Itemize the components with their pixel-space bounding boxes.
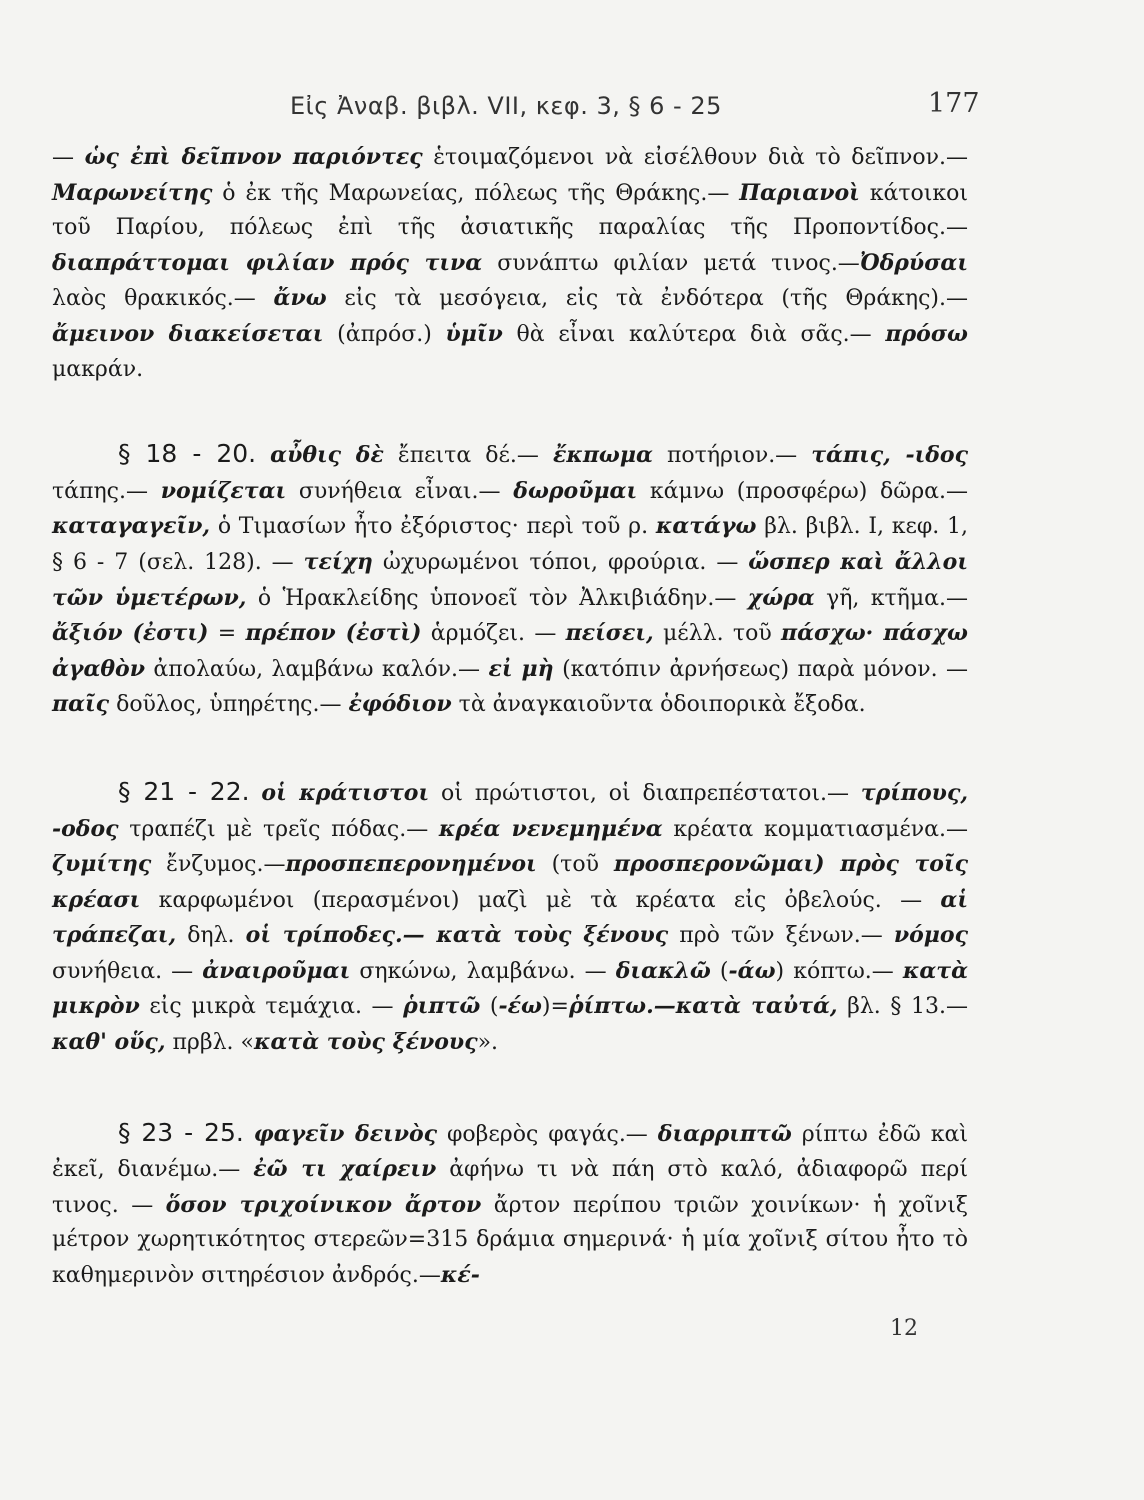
keyword-term: προσπερονῶμαι) πρὸς τοῖς κρέασι <box>52 851 968 913</box>
keyword-term: ἄξιόν (ἐστι) <box>52 620 209 647</box>
keyword-term: νομίζεται <box>160 477 287 504</box>
keyword-term: Παριανοὶ <box>739 179 860 206</box>
gloss-text: ὁ Ἡρακλείδης ὑπονοεῖ τὸν Ἀλκιβιάδην.— <box>246 585 748 611</box>
gloss-text: ». <box>477 1030 499 1056</box>
gloss-text: βλ. βιβλ. I, κεφ. 1, § 6 - 7 (σελ. 128). — <box>52 514 969 575</box>
gloss-text: ὁ Τιμασίων ἦτο ἐξόριστος· περὶ τοῦ ρ. <box>210 514 656 540</box>
keyword-term: ὥσπερ καὶ ἄλλοι τῶν ὑμετέρων, <box>52 548 968 611</box>
gloss-text <box>250 781 262 806</box>
keyword-term: ἐῶ τι χαίρειν <box>253 1156 437 1183</box>
gloss-text: πρὸ τῶν ξένων.— <box>668 923 894 949</box>
gloss-text: ( <box>710 958 729 984</box>
keyword-term: οἱ κράτιστοι <box>261 779 430 806</box>
gloss-text: = <box>208 621 246 647</box>
gloss-text: λαὸς θρακικός.— <box>52 286 274 312</box>
page-number: 177 <box>928 88 980 119</box>
keyword-term: πρόσω <box>885 320 968 347</box>
keyword-term: ἀναιροῦμαι <box>202 957 351 984</box>
gloss-text: μέλλ. τοῦ <box>653 621 782 647</box>
gloss-text: δοῦλος, ὑπηρέτης.— <box>109 692 349 718</box>
keyword-term: ὡς ἐπὶ δεῖπνον παριόντες <box>84 144 423 170</box>
paragraph-section-23-25 <box>52 1116 968 1294</box>
gloss-text: ἀφήνω τι νὰ πάη στὸ καλό, ἀδιαφορῶ περί τινος. — <box>52 1157 968 1218</box>
commentary-body <box>52 140 968 1294</box>
keyword-term: δωροῦμαι <box>513 477 638 504</box>
keyword-term: κατὰ μικρὸν <box>52 957 968 1020</box>
gloss-text: σηκώνω, λαμβάνω. — <box>350 958 616 984</box>
keyword-term: αὖθις δὲ <box>270 442 384 469</box>
signature-number: 12 <box>890 1316 918 1341</box>
keyword-term: κρέα νενεμημένα <box>438 815 663 842</box>
paragraph-section-21-22 <box>52 775 968 1061</box>
gloss-text: μακράν. <box>52 356 144 382</box>
keyword-term: καθ' οὕς, <box>52 1029 166 1056</box>
gloss-text: φοβερὸς φαγάς.— <box>437 1121 658 1147</box>
gloss-text: συνάπτω φιλίαν μετά τινος.— <box>482 250 860 276</box>
gloss-text: γῆ, κτῆμα.— <box>814 585 969 611</box>
gloss-text: ὁ ἐκ τῆς Μαρωνείας, πόλεως τῆς Θράκης.— <box>212 180 740 206</box>
keyword-term: ὑμῖν <box>445 320 503 347</box>
gloss-text: συνήθεια. — <box>52 958 203 984</box>
keyword-term: εἰ μὴ <box>488 655 554 682</box>
gloss-text: κρέατα κομματιασμένα.— <box>662 816 968 842</box>
keyword-term: διακλῶ <box>615 957 711 984</box>
gloss-text: εἰς τὰ μεσόγεια, εἰς τὰ ἐνδότερα (τῆς Θράκης).— <box>326 286 969 312</box>
keyword-term: πείσει, <box>565 620 654 647</box>
gloss-text: βλ. § 13.— <box>837 994 968 1020</box>
gloss-text: οἱ πρώτιστοι, οἱ διαπρεπέστατοι.— <box>429 780 861 806</box>
keyword-term: Μαρωνείτης <box>52 179 213 206</box>
gloss-text: ποτήριον.— <box>652 443 812 469</box>
keyword-term: ῥίπτω.—κατὰ ταὐτά, <box>568 993 838 1020</box>
keyword-term: -έω <box>498 993 542 1020</box>
keyword-term: πάσχω· πάσχω ἀγαθὸν <box>52 620 968 682</box>
keyword-term: ἔκπωμα <box>552 442 653 469</box>
gloss-text: θὰ εἶναι καλύτερα διὰ σᾶς.— <box>502 321 886 347</box>
gloss-text: κάμνω (προσφέρω) δῶρα.— <box>637 478 968 504</box>
section-marker: § 18 - 20. <box>118 439 257 469</box>
gloss-text: δηλ. <box>176 923 246 949</box>
gloss-text: ἔπειτα δέ.— <box>383 443 553 469</box>
running-header: Εἰς Ἀναβ. βιβλ. VII, κεφ. 3, § 6 - 25 <box>290 92 722 120</box>
keyword-term: κατάγω <box>655 513 757 540</box>
gloss-text: καρφωμένοι (περασμένοι) μαζὶ μὲ τὰ κρέατα εἰς ὀβελούς. — <box>140 887 941 913</box>
keyword-term: -άω <box>728 957 776 984</box>
gloss-text <box>244 1122 254 1147</box>
keyword-term: αἱ τράπεζαι, <box>52 886 968 949</box>
keyword-term: κέ- <box>440 1262 480 1289</box>
keyword-term: ἐφόδιον <box>348 691 452 718</box>
gloss-text: (τοῦ <box>536 852 614 878</box>
gloss-text: ἔνζυμος.— <box>151 852 286 878</box>
paragraph-section-18-20 <box>52 437 968 723</box>
keyword-term: τρίπους, -οδος <box>52 779 969 842</box>
gloss-text: ἑτοιμαζόμενοι νὰ εἰσέλθουν διὰ τὸ δεῖπνον.— <box>422 145 968 170</box>
gloss-text: συνήθεια εἶναι.— <box>286 478 514 504</box>
keyword-term: τάπις, -ιδος <box>811 442 969 469</box>
gloss-text: τὰ ἀναγκαιοῦντα ὁδοιπορικὰ ἔξοδα. <box>451 692 866 718</box>
gloss-text: τραπέζι μὲ τρεῖς πόδας.— <box>118 816 439 842</box>
gloss-text: ἄρτον περίπου τριῶν χοινίκων· ἡ χοῖνιξ μέτρον χωρητικότητος στερεῶν=315 δράμια σημερινά· ἡ μία χοῖνιξ σίτου ἦτο τὸ καθημερινὸν σιτηρέσιον ἀνδρός.— <box>52 1192 968 1289</box>
gloss-text: (κατόπιν ἀρνήσεως) παρὰ μόνον. — <box>553 656 968 682</box>
gloss-text: ἁρμόζει. — <box>421 621 566 647</box>
gloss-text: κάτοικοι τοῦ Παρίου, πόλεως ἐπὶ τῆς ἀσιατικῆς παραλίας τῆς Προποντίδος.— <box>52 180 968 241</box>
paragraph-1 <box>52 140 968 387</box>
gloss-text: τάπης.— <box>52 478 161 504</box>
keyword-term: προσπεπερονημένοι <box>285 851 537 878</box>
keyword-term: διαρριπτῶ <box>657 1120 792 1147</box>
keyword-term: παῖς <box>52 691 110 718</box>
keyword-term: ἄνω <box>273 285 327 312</box>
keyword-term: κατὰ τοὺς ξένους <box>253 1029 478 1056</box>
section-marker: § 21 - 22. <box>118 776 250 806</box>
keyword-term: φαγεῖν δεινὸς <box>253 1120 438 1147</box>
gloss-text: πρβλ. « <box>165 1030 254 1056</box>
keyword-term: πρέπον (ἐστὶ) <box>245 620 422 647</box>
gloss-text: (ἀπρόσ.) <box>323 321 446 347</box>
keyword-term: νόμος <box>893 922 968 949</box>
gloss-text: ἀπολαύω, λαμβάνω καλόν.— <box>145 656 489 682</box>
keyword-term: οἱ τρίποδες.— κατὰ τοὺς ξένους <box>245 922 669 949</box>
gloss-text: εἰς μικρὰ τεμάχια. — <box>139 994 404 1020</box>
keyword-term: καταγαγεῖν, <box>52 513 211 540</box>
gloss-text: )= <box>541 994 569 1020</box>
gloss-text: — <box>52 145 85 170</box>
keyword-term: χώρα <box>747 584 815 611</box>
gloss-text: ( <box>480 994 499 1020</box>
gloss-text: ρίπτω ἐδῶ καὶ ἐκεῖ, διανέμω.— <box>52 1121 968 1183</box>
keyword-term: διαπράττομαι φιλίαν πρός τινα <box>52 249 483 276</box>
gloss-text: ὠχυρωμένοι τόποι, φρούρια. — <box>372 549 749 575</box>
keyword-term: τείχη <box>303 548 373 575</box>
keyword-term: ὅσον τριχοίνικον ἄρτον <box>165 1191 482 1218</box>
keyword-term: ῥιπτῶ <box>403 993 481 1020</box>
section-marker: § 23 - 25. <box>118 1117 244 1147</box>
gloss-text <box>256 443 270 468</box>
keyword-term: Ὀδρύσαι <box>859 249 968 276</box>
gloss-text: ) κόπτω.— <box>775 958 903 984</box>
keyword-term: ἄμεινον διακείσεται <box>52 320 324 347</box>
keyword-term: ζυμίτης <box>52 851 152 878</box>
